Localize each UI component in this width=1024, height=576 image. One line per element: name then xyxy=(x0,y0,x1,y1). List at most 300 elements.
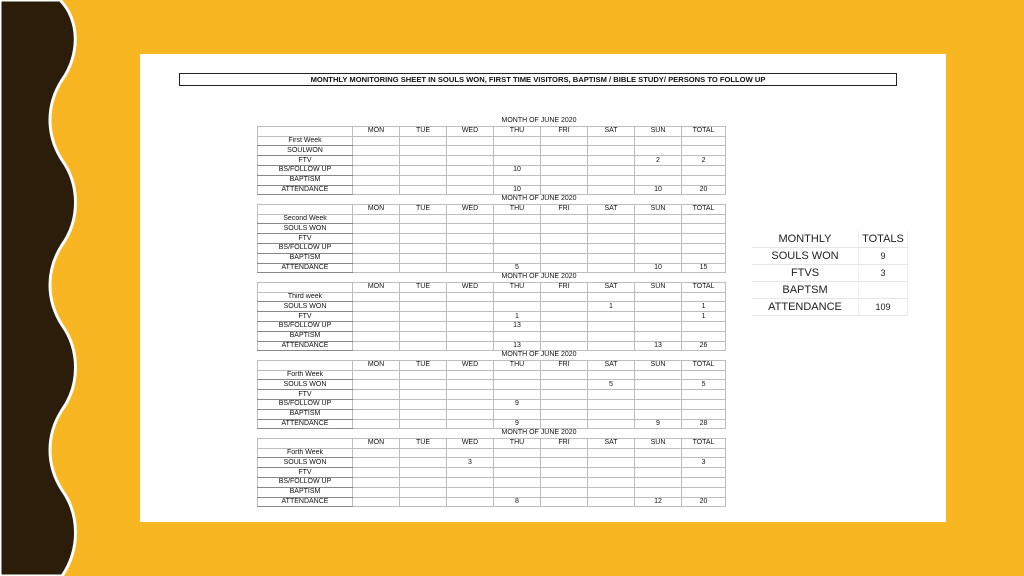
day-header: MON xyxy=(353,438,400,448)
data-cell xyxy=(541,341,588,351)
data-cell xyxy=(494,224,541,234)
summary-label: FTVS xyxy=(752,265,859,282)
data-cell: 10 xyxy=(635,185,682,195)
data-cell: 8 xyxy=(494,497,541,507)
data-cell xyxy=(400,477,447,487)
data-cell xyxy=(447,468,494,478)
data-cell xyxy=(588,224,635,234)
table-row xyxy=(258,253,726,263)
corner-cell xyxy=(258,438,353,448)
week-name: Forth Week xyxy=(258,448,353,458)
day-header: SAT xyxy=(588,126,635,136)
data-cell xyxy=(588,341,635,351)
data-cell xyxy=(635,448,682,458)
summary-row xyxy=(752,231,908,248)
data-cell xyxy=(353,321,400,331)
data-cell xyxy=(494,390,541,400)
data-cell xyxy=(447,312,494,322)
data-cell xyxy=(635,487,682,497)
data-cell xyxy=(682,146,726,156)
monthly-summary-table xyxy=(752,231,908,316)
data-cell xyxy=(541,487,588,497)
day-header: THU xyxy=(494,126,541,136)
data-cell: 20 xyxy=(682,185,726,195)
data-cell xyxy=(353,399,400,409)
data-cell xyxy=(541,409,588,419)
table-row xyxy=(258,409,726,419)
day-header: FRI xyxy=(541,126,588,136)
corner-cell xyxy=(258,282,353,292)
data-cell xyxy=(541,243,588,253)
data-cell xyxy=(494,458,541,468)
data-cell xyxy=(635,302,682,312)
data-cell xyxy=(353,292,400,302)
data-cell xyxy=(588,448,635,458)
month-title: MONTH OF JUNE 2020 xyxy=(501,195,577,203)
data-cell xyxy=(635,165,682,175)
data-cell: 26 xyxy=(682,341,726,351)
week-name: First Week xyxy=(258,136,353,146)
data-cell xyxy=(447,370,494,380)
data-cell xyxy=(447,448,494,458)
data-cell: 2 xyxy=(635,156,682,166)
data-cell xyxy=(588,321,635,331)
week-table xyxy=(257,351,726,429)
week-label-blank xyxy=(258,351,353,360)
data-cell xyxy=(541,234,588,244)
data-cell: 10 xyxy=(635,263,682,273)
data-cell xyxy=(494,477,541,487)
data-cell xyxy=(353,497,400,507)
data-cell xyxy=(447,234,494,244)
data-cell: 1 xyxy=(682,302,726,312)
data-cell xyxy=(588,312,635,322)
row-label: SOULS WON xyxy=(258,224,353,234)
data-cell xyxy=(400,487,447,497)
data-cell xyxy=(400,448,447,458)
data-cell xyxy=(541,146,588,156)
data-cell xyxy=(588,468,635,478)
table-row xyxy=(258,156,726,166)
day-header: TOTAL xyxy=(682,204,726,214)
row-label: SOULS WON xyxy=(258,302,353,312)
day-header: TOTAL xyxy=(682,360,726,370)
data-cell xyxy=(447,487,494,497)
data-cell: 10 xyxy=(494,165,541,175)
day-header: TUE xyxy=(400,126,447,136)
data-cell xyxy=(588,331,635,341)
day-header: SUN xyxy=(635,126,682,136)
data-cell xyxy=(682,224,726,234)
data-cell xyxy=(447,175,494,185)
day-header: SUN xyxy=(635,204,682,214)
row-label: FTV xyxy=(258,468,353,478)
day-header: SAT xyxy=(588,438,635,448)
data-cell: 28 xyxy=(682,419,726,429)
data-cell xyxy=(588,175,635,185)
data-cell: 13 xyxy=(494,321,541,331)
summary-row xyxy=(752,265,908,282)
day-header: TOTAL xyxy=(682,282,726,292)
data-cell xyxy=(400,263,447,273)
data-cell xyxy=(353,380,400,390)
data-cell: 12 xyxy=(635,497,682,507)
day-header: TOTAL xyxy=(682,126,726,136)
day-header: THU xyxy=(494,438,541,448)
data-cell xyxy=(588,399,635,409)
data-cell xyxy=(353,458,400,468)
data-cell xyxy=(447,341,494,351)
data-cell xyxy=(353,341,400,351)
data-cell xyxy=(353,224,400,234)
corner-cell xyxy=(258,360,353,370)
data-cell xyxy=(400,243,447,253)
table-row xyxy=(258,263,726,273)
data-cell xyxy=(494,214,541,224)
data-cell: 2 xyxy=(682,156,726,166)
sheet-title: MONTHLY MONITORING SHEET IN SOULS WON, FIRST TIME VISITORS, BAPTISM / BIBLE STUDY/ PERSONS TO FOLLOW UP xyxy=(179,73,897,86)
data-cell xyxy=(400,146,447,156)
data-cell xyxy=(635,321,682,331)
row-label: BS/FOLLOW UP xyxy=(258,165,353,175)
corner-cell xyxy=(258,126,353,136)
data-cell xyxy=(447,185,494,195)
row-label: BAPTISM xyxy=(258,175,353,185)
data-cell xyxy=(447,243,494,253)
data-cell xyxy=(635,331,682,341)
data-cell xyxy=(494,409,541,419)
week-table xyxy=(257,117,726,195)
data-cell xyxy=(400,341,447,351)
data-cell xyxy=(541,156,588,166)
data-cell xyxy=(635,146,682,156)
row-label: FTV xyxy=(258,390,353,400)
data-cell xyxy=(447,146,494,156)
data-cell xyxy=(541,468,588,478)
summary-value: 3 xyxy=(859,265,908,282)
data-cell xyxy=(400,214,447,224)
table-row xyxy=(258,331,726,341)
data-cell xyxy=(635,214,682,224)
data-cell xyxy=(682,487,726,497)
row-label: BS/FOLLOW UP xyxy=(258,477,353,487)
day-header: FRI xyxy=(541,438,588,448)
data-cell xyxy=(588,156,635,166)
table-row xyxy=(258,302,726,312)
data-cell xyxy=(541,331,588,341)
data-cell: 9 xyxy=(494,419,541,429)
data-cell xyxy=(494,487,541,497)
data-cell xyxy=(447,292,494,302)
data-cell xyxy=(400,331,447,341)
data-cell xyxy=(447,390,494,400)
data-cell xyxy=(588,497,635,507)
corner-cell xyxy=(258,204,353,214)
row-label: ATTENDANCE xyxy=(258,497,353,507)
data-cell xyxy=(541,224,588,234)
table-row xyxy=(258,390,726,400)
data-cell xyxy=(447,477,494,487)
data-cell xyxy=(588,292,635,302)
day-header: FRI xyxy=(541,360,588,370)
data-cell xyxy=(635,380,682,390)
data-cell xyxy=(541,312,588,322)
data-cell xyxy=(400,292,447,302)
data-cell xyxy=(494,331,541,341)
data-cell xyxy=(447,380,494,390)
data-cell xyxy=(447,331,494,341)
data-cell xyxy=(682,292,726,302)
data-cell xyxy=(400,302,447,312)
row-label: BAPTISM xyxy=(258,409,353,419)
data-cell xyxy=(635,370,682,380)
summary-value: 9 xyxy=(859,248,908,265)
day-header: MON xyxy=(353,360,400,370)
data-cell xyxy=(682,331,726,341)
data-cell xyxy=(541,497,588,507)
data-cell xyxy=(635,312,682,322)
data-cell xyxy=(400,409,447,419)
data-cell xyxy=(353,448,400,458)
row-label: BS/FOLLOW UP xyxy=(258,321,353,331)
week-table xyxy=(257,195,726,273)
data-cell xyxy=(494,448,541,458)
data-cell xyxy=(635,390,682,400)
data-cell: 20 xyxy=(682,497,726,507)
data-cell xyxy=(353,175,400,185)
data-cell xyxy=(541,302,588,312)
month-title: MONTH OF JUNE 2020 xyxy=(501,351,577,359)
data-cell xyxy=(447,214,494,224)
data-cell xyxy=(353,156,400,166)
data-cell xyxy=(541,380,588,390)
row-label: ATTENDANCE xyxy=(258,341,353,351)
week-name: Forth Week xyxy=(258,370,353,380)
data-cell xyxy=(494,146,541,156)
data-cell xyxy=(447,263,494,273)
data-cell xyxy=(682,390,726,400)
data-cell xyxy=(353,468,400,478)
data-cell xyxy=(353,234,400,244)
data-cell xyxy=(400,380,447,390)
data-cell xyxy=(541,458,588,468)
data-cell: 10 xyxy=(494,185,541,195)
data-cell xyxy=(682,253,726,263)
row-label: FTV xyxy=(258,234,353,244)
data-cell xyxy=(588,458,635,468)
data-cell xyxy=(588,253,635,263)
data-cell xyxy=(447,302,494,312)
day-header: MON xyxy=(353,126,400,136)
table-row xyxy=(258,224,726,234)
data-cell xyxy=(682,165,726,175)
summary-row xyxy=(752,299,908,316)
data-cell xyxy=(400,390,447,400)
data-cell xyxy=(588,370,635,380)
table-row xyxy=(258,487,726,497)
data-cell xyxy=(635,477,682,487)
summary-row xyxy=(752,248,908,265)
data-cell xyxy=(353,146,400,156)
week-label-blank xyxy=(258,195,353,204)
summary-label: BAPTSM xyxy=(752,282,859,299)
day-header: WED xyxy=(447,438,494,448)
day-header: TUE xyxy=(400,438,447,448)
data-cell: 5 xyxy=(682,380,726,390)
data-cell xyxy=(400,458,447,468)
data-cell xyxy=(353,243,400,253)
data-cell xyxy=(494,468,541,478)
data-cell xyxy=(400,175,447,185)
month-title: MONTH OF JUNE 2020 xyxy=(501,117,577,125)
data-cell: 5 xyxy=(588,380,635,390)
row-label: ATTENDANCE xyxy=(258,263,353,273)
data-cell xyxy=(541,448,588,458)
data-cell xyxy=(635,253,682,263)
decorative-wave xyxy=(0,0,80,576)
data-cell xyxy=(635,243,682,253)
table-row xyxy=(258,234,726,244)
data-cell xyxy=(400,321,447,331)
data-cell xyxy=(400,185,447,195)
data-cell xyxy=(682,175,726,185)
data-cell xyxy=(541,175,588,185)
data-cell xyxy=(588,243,635,253)
data-cell xyxy=(682,468,726,478)
data-cell xyxy=(400,234,447,244)
data-cell xyxy=(541,390,588,400)
week-table xyxy=(257,429,726,507)
data-cell xyxy=(682,477,726,487)
data-cell xyxy=(635,292,682,302)
data-cell xyxy=(635,458,682,468)
data-cell xyxy=(447,321,494,331)
data-cell xyxy=(400,156,447,166)
table-row xyxy=(258,380,726,390)
data-cell xyxy=(588,185,635,195)
data-cell xyxy=(353,419,400,429)
data-cell xyxy=(494,370,541,380)
data-cell: 9 xyxy=(635,419,682,429)
day-header: THU xyxy=(494,360,541,370)
row-label: BS/FOLLOW UP xyxy=(258,243,353,253)
data-cell xyxy=(541,263,588,273)
table-row xyxy=(258,497,726,507)
data-cell xyxy=(541,477,588,487)
data-cell xyxy=(447,136,494,146)
day-header: TOTAL xyxy=(682,438,726,448)
data-cell xyxy=(400,312,447,322)
table-row xyxy=(258,165,726,175)
data-cell xyxy=(494,234,541,244)
data-cell xyxy=(400,165,447,175)
table-row xyxy=(258,243,726,253)
data-cell: 9 xyxy=(494,399,541,409)
data-cell xyxy=(635,399,682,409)
data-cell: 13 xyxy=(635,341,682,351)
data-cell xyxy=(541,370,588,380)
day-header: WED xyxy=(447,360,494,370)
data-cell xyxy=(494,156,541,166)
data-cell xyxy=(682,234,726,244)
day-header: SAT xyxy=(588,360,635,370)
day-header: SUN xyxy=(635,438,682,448)
data-cell xyxy=(588,263,635,273)
week-label-blank xyxy=(258,117,353,126)
data-cell: 1 xyxy=(682,312,726,322)
row-label: SOULS WON xyxy=(258,380,353,390)
data-cell xyxy=(588,214,635,224)
data-cell xyxy=(682,399,726,409)
day-header: TUE xyxy=(400,204,447,214)
data-cell: 5 xyxy=(494,263,541,273)
data-cell xyxy=(353,487,400,497)
data-cell xyxy=(682,136,726,146)
data-cell xyxy=(635,409,682,419)
data-cell xyxy=(541,292,588,302)
data-cell xyxy=(682,214,726,224)
data-cell xyxy=(400,468,447,478)
row-label: BS/FOLLOW UP xyxy=(258,399,353,409)
data-cell xyxy=(447,419,494,429)
data-cell xyxy=(635,468,682,478)
data-cell xyxy=(353,409,400,419)
data-cell xyxy=(400,370,447,380)
table-row xyxy=(258,321,726,331)
data-cell xyxy=(541,419,588,429)
data-cell xyxy=(353,263,400,273)
data-cell xyxy=(494,302,541,312)
day-header: MON xyxy=(353,204,400,214)
summary-value: 109 xyxy=(859,299,908,316)
row-label: BAPTISM xyxy=(258,253,353,263)
week-name: Third week xyxy=(258,292,353,302)
day-header: WED xyxy=(447,204,494,214)
table-row xyxy=(258,399,726,409)
data-cell xyxy=(353,477,400,487)
data-cell xyxy=(400,253,447,263)
data-cell xyxy=(541,185,588,195)
data-cell xyxy=(400,224,447,234)
data-cell xyxy=(447,156,494,166)
row-label: SOULS WON xyxy=(258,458,353,468)
data-cell: 3 xyxy=(447,458,494,468)
data-cell xyxy=(541,321,588,331)
data-cell xyxy=(588,477,635,487)
summary-row xyxy=(752,282,908,299)
data-cell xyxy=(588,136,635,146)
data-cell xyxy=(447,409,494,419)
data-cell xyxy=(353,331,400,341)
table-row xyxy=(258,312,726,322)
table-row xyxy=(258,458,726,468)
day-header: TUE xyxy=(400,360,447,370)
data-cell xyxy=(447,253,494,263)
data-cell: 1 xyxy=(494,312,541,322)
day-header: FRI xyxy=(541,204,588,214)
month-title: MONTH OF JUNE 2020 xyxy=(501,429,577,437)
row-label: ATTENDANCE xyxy=(258,419,353,429)
data-cell xyxy=(682,370,726,380)
day-header: TUE xyxy=(400,282,447,292)
day-header: WED xyxy=(447,282,494,292)
data-cell xyxy=(541,214,588,224)
table-row xyxy=(258,185,726,195)
data-cell xyxy=(588,390,635,400)
table-row xyxy=(258,175,726,185)
data-cell xyxy=(353,136,400,146)
data-cell xyxy=(494,175,541,185)
